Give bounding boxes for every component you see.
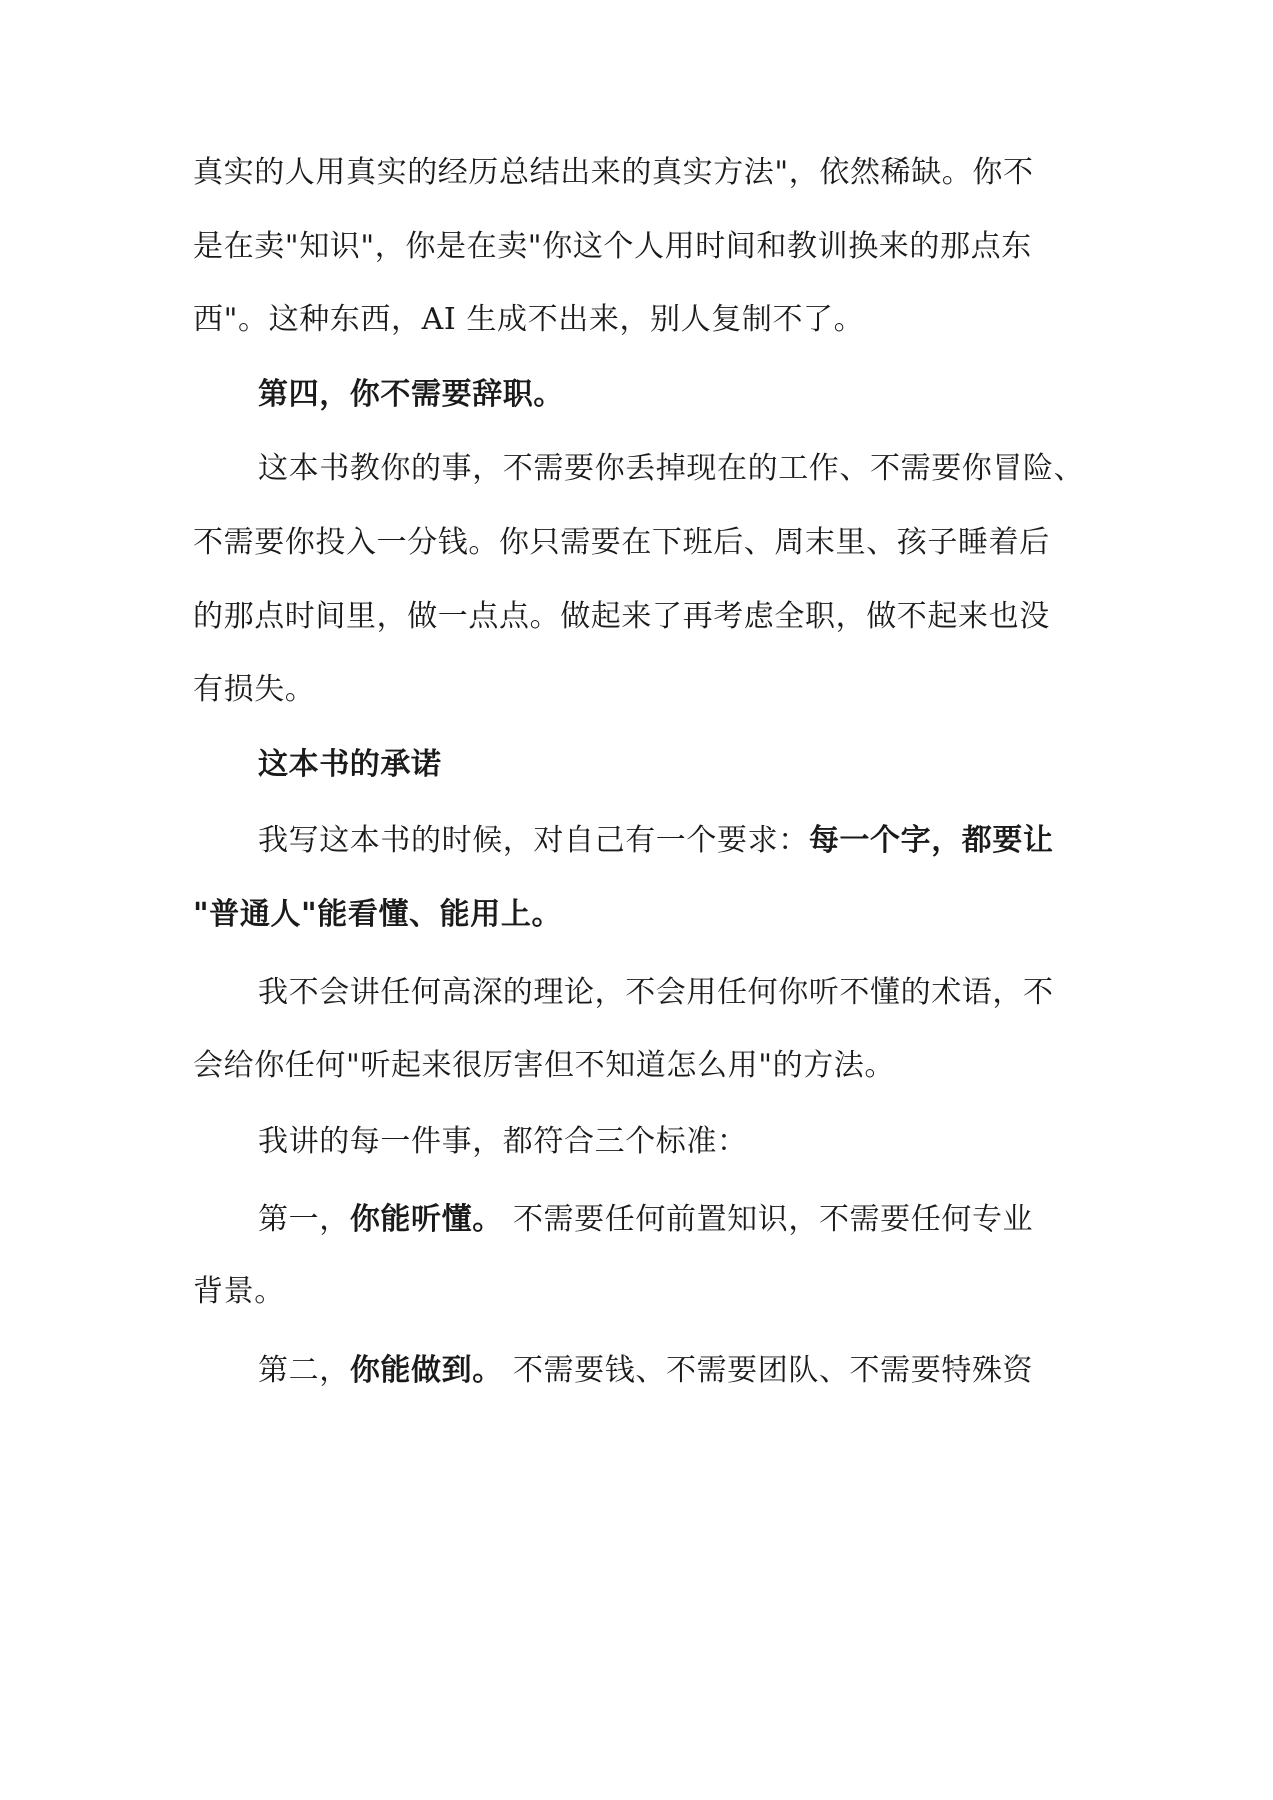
- section-heading: 第四，你不需要辞职。: [258, 377, 564, 412]
- emphasis-text: 你能做到。: [349, 1353, 503, 1388]
- paragraph-line: 背景。: [193, 1274, 285, 1309]
- paragraph-line: [258, 1200, 1158, 1240]
- paragraph-line: [258, 821, 1158, 861]
- paragraph-line: 我讲的每一件事，都符合三个标准：: [258, 1124, 748, 1159]
- emphasis-line: "普通人"能看懂、能用上。: [193, 897, 563, 932]
- paragraph-line: 真实的人用真实的经历总结出来的真实方法"，依然稀缺。你不: [193, 155, 1034, 190]
- line-text: 第二，: [258, 1353, 350, 1388]
- paragraph-line: 会给你任何"听起来很厉害但不知道怎么用"的方法。: [193, 1048, 895, 1083]
- emphasis-text: 你能听懂。: [349, 1202, 503, 1237]
- line-text: 不需要任何前置知识，不需要任何专业: [502, 1202, 1034, 1237]
- paragraph-line: 西"。这种东西，AI 生成不出来，别人复制不了。: [193, 302, 865, 337]
- line-text: 第一，: [258, 1202, 350, 1237]
- paragraph-line: 这本书教你的事，不需要你丢掉现在的工作、不需要你冒险、: [258, 451, 1085, 486]
- paragraph-line: 是在卖"知识"，你是在卖"你这个人用时间和教训换来的那点东: [193, 229, 1032, 264]
- paragraph-line: 有损失。: [193, 672, 316, 707]
- line-text: 我写这本书的时候，对自己有一个要求：: [258, 823, 809, 858]
- line-text: 不需要钱、不需要团队、不需要特殊资: [502, 1353, 1034, 1388]
- paragraph-line: 的那点时间里，做一点点。做起来了再考虑全职，做不起来也没: [193, 599, 1050, 634]
- paragraph-line: 我不会讲任何高深的理论，不会用任何你听不懂的术语，不: [258, 975, 1054, 1010]
- emphasis-text: 每一个字，都要让: [808, 823, 1054, 858]
- section-heading: 这本书的承诺: [258, 747, 442, 782]
- paragraph-line: [258, 1351, 1158, 1391]
- paragraph-line: 不需要你投入一分钱。你只需要在下班后、周末里、孩子睡着后: [193, 525, 1050, 560]
